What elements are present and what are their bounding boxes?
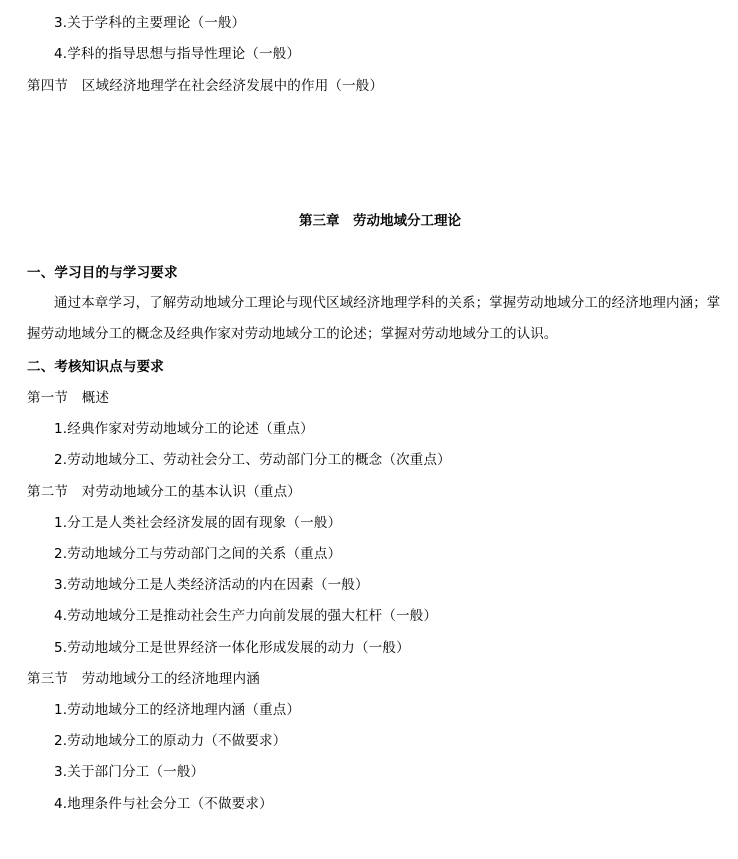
section-2-item: 1.分工是人类社会经济发展的固有现象（一般） (54, 515, 342, 531)
learning-goals-paragraph: 通过本章学习，了解劳动地域分工理论与现代区域经济地理学科的关系；掌握劳动地域分工的经济地理内涵；掌握劳动地域分工的概念及经典作家对劳动地域分工的论述；掌握对劳动地域分工的认识。 (27, 295, 721, 342)
section-3-item: 1.劳动地域分工的经济地理内涵（重点） (54, 702, 301, 718)
top-item-4: 4.学科的指导思想与指导性理论（一般） (54, 46, 301, 62)
section-2-item: 5.劳动地域分工是世界经济一体化形成发展的动力（一般） (54, 640, 410, 656)
section-2-item: 4.劳动地域分工是推动社会生产力向前发展的强大杠杆（一般） (54, 608, 438, 624)
section-2-title: 第二节 对劳动地域分工的基本认识（重点） (27, 484, 301, 500)
section-4-title: 第四节 区域经济地理学在社会经济发展中的作用（一般） (27, 78, 384, 94)
section-1-item: 2.劳动地域分工、劳动社会分工、劳动部门分工的概念（次重点） (54, 452, 451, 468)
chapter-title: 第三章 劳动地域分工理论 (299, 213, 461, 229)
section-3-item: 4.地理条件与社会分工（不做要求） (54, 796, 273, 812)
section-1-item: 1.经典作家对劳动地域分工的论述（重点） (54, 421, 314, 437)
section-2-item: 2.劳动地域分工与劳动部门之间的关系（重点） (54, 546, 342, 562)
section-3-title: 第三节 劳动地域分工的经济地理内涵 (27, 671, 260, 687)
section-3-item: 2.劳动地域分工的原动力（不做要求） (54, 733, 287, 749)
section-1-title: 第一节 概述 (27, 390, 110, 406)
section-2-item: 3.劳动地域分工是人类经济活动的内在因素（一般） (54, 577, 369, 593)
heading-learning-goals: 一、学习目的与学习要求 (27, 265, 178, 281)
section-3-item: 3.关于部门分工（一般） (54, 764, 205, 780)
top-item-3: 3.关于学科的主要理论（一般） (54, 15, 246, 31)
heading-exam-points: 二、考核知识点与要求 (27, 359, 164, 375)
